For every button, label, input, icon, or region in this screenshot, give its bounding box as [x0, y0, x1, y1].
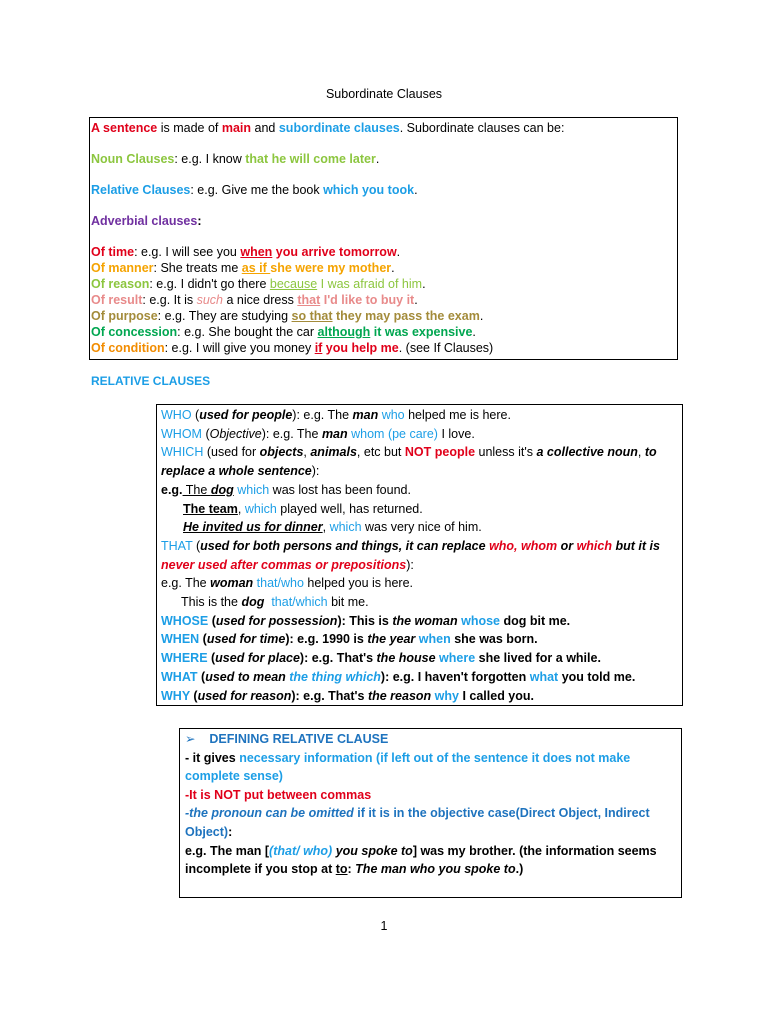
adverbial-manner [91, 260, 676, 276]
term-subordinate: subordinate clauses [278, 121, 400, 135]
term-sentence: A sentence [91, 121, 158, 135]
clause: I'd like to buy it [320, 293, 415, 307]
adverbial-heading [91, 213, 676, 229]
relative-example: which you took [323, 183, 415, 197]
rel-which: WHICH (used for objects, animals, etc but NOT people unless it's a collective noun, to replace a whole sentence): [161, 445, 657, 479]
rel-when: WHEN (used for time): e.g. 1990 is the year when she was born. [161, 632, 538, 647]
text: : e.g. She bought the car [177, 325, 318, 339]
adverbial-result [91, 292, 676, 308]
text: is made of [157, 121, 222, 135]
rel-that-ex1: e.g. The woman that/who helped you is here. [161, 576, 414, 591]
noun-clause-line [91, 151, 676, 167]
conj: when [240, 245, 273, 259]
noun-label: Noun Clauses [91, 152, 175, 166]
clause: I was afraid of him [317, 277, 423, 291]
term-main: main [221, 121, 252, 135]
conj: so that [291, 309, 333, 323]
adverbial-condition [91, 340, 676, 356]
page-title: Subordinate Clauses [325, 87, 443, 101]
text: : e.g. Give me the book [190, 183, 324, 197]
label: Of reason [91, 277, 150, 291]
adverbial-concession [91, 324, 676, 340]
text: . [414, 293, 418, 307]
intro-line [91, 120, 676, 136]
rel-why: WHY (used for reason): e.g. That's the reason why I called you. [161, 688, 534, 703]
relative-clause-line [91, 182, 676, 198]
text: : e.g. I didn't go there [149, 277, 270, 291]
rel-that-ex2: This is the dog that/which bit me. [181, 595, 369, 610]
rel-which-ex3: He invited us for dinner, which was very nice of him. [183, 520, 482, 535]
text: and [251, 121, 279, 135]
conj: as if [241, 261, 271, 275]
label: Of result [91, 293, 143, 307]
text: . [479, 309, 484, 323]
defining-line-3: -the pronoun can be omitted if it is in the objective case(Direct Object, Indirect Object): [185, 806, 650, 839]
label: Of time [91, 245, 135, 259]
text: : [197, 214, 202, 228]
rel-whom: WHOM (Objective): e.g. The man whom (pe care) I love. [161, 426, 475, 441]
rel-whose: WHOSE (used for possession): This is the woman whose dog bit me. [161, 613, 571, 628]
defining-line-4: e.g. The man [(that/ who) you spoke to] was my brother. (the information seems incomplete if you stop at to: The man who you spoke to.) [185, 843, 657, 877]
clause: you help me [322, 341, 399, 355]
section-heading: RELATIVE CLAUSES [91, 374, 211, 388]
relative-label: Relative Clauses [91, 183, 191, 197]
text: : e.g. It is [142, 293, 197, 307]
text: : e.g. I know [174, 152, 246, 166]
text: : e.g. I will give you money [164, 341, 315, 355]
clause: she were my mother [270, 261, 392, 275]
adverbial-purpose [91, 308, 676, 324]
rel-what: WHAT (used to mean the thing which): e.g. I haven't forgotten what you told me. [161, 669, 636, 684]
label: Of purpose [91, 309, 158, 323]
intro-box [89, 117, 678, 360]
text: : e.g. They are studying [157, 309, 292, 323]
rel-which-ex1: e.g. The dog which was lost has been found. [161, 482, 411, 497]
adverbial-reason [91, 276, 676, 292]
text: . [375, 152, 380, 166]
relative-pronouns-box [156, 404, 683, 706]
text: : She treats me [153, 261, 242, 275]
defining-heading: ➢ DEFINING RELATIVE CLAUSE [185, 732, 389, 746]
arrow-bullet-icon: ➢ [185, 732, 196, 746]
conj: because [269, 277, 318, 291]
label: Of concession [91, 325, 178, 339]
clause: it was expensive [370, 325, 473, 339]
conj: if [314, 341, 323, 355]
such: such [196, 293, 223, 307]
rel-that: THAT (used for both persons and things, it can replace who, whom or which but it is never used after commas or prepositions): [161, 538, 660, 572]
text: . [414, 183, 418, 197]
defining-clause-box [179, 728, 682, 898]
rel-which-ex2: The team, which played well, has returned. [183, 501, 423, 516]
clause: you arrive tomorrow [272, 245, 397, 259]
label: Of condition [91, 341, 165, 355]
page-number: 1 [380, 919, 388, 933]
adverbial-time [91, 244, 676, 260]
text: . [391, 261, 395, 275]
rel-who: WHO (used for people): e.g. The man who helped me is here. [161, 408, 511, 422]
label: Of manner [91, 261, 154, 275]
text: . (see If Clauses) [398, 341, 494, 355]
defining-line-1: - it gives necessary information (if left out of the sentence it does not make complete sense) [185, 750, 631, 784]
defining-line-2: -It is NOT put between commas [185, 787, 372, 802]
adverbial-label: Adverbial clauses [91, 214, 198, 228]
text: . [422, 277, 426, 291]
noun-example: that he will come later [245, 152, 376, 166]
text: . Subordinate clauses can be: [399, 121, 565, 135]
text: . [396, 245, 401, 259]
conj: although [317, 325, 371, 339]
text: a nice dress [223, 293, 298, 307]
conj: that [297, 293, 321, 307]
text: . [472, 325, 476, 339]
text: : e.g. I will see you [134, 245, 241, 259]
clause: they may pass the exam [332, 309, 480, 323]
rel-where: WHERE (used for place): e.g. That's the house where she lived for a while. [161, 651, 601, 666]
